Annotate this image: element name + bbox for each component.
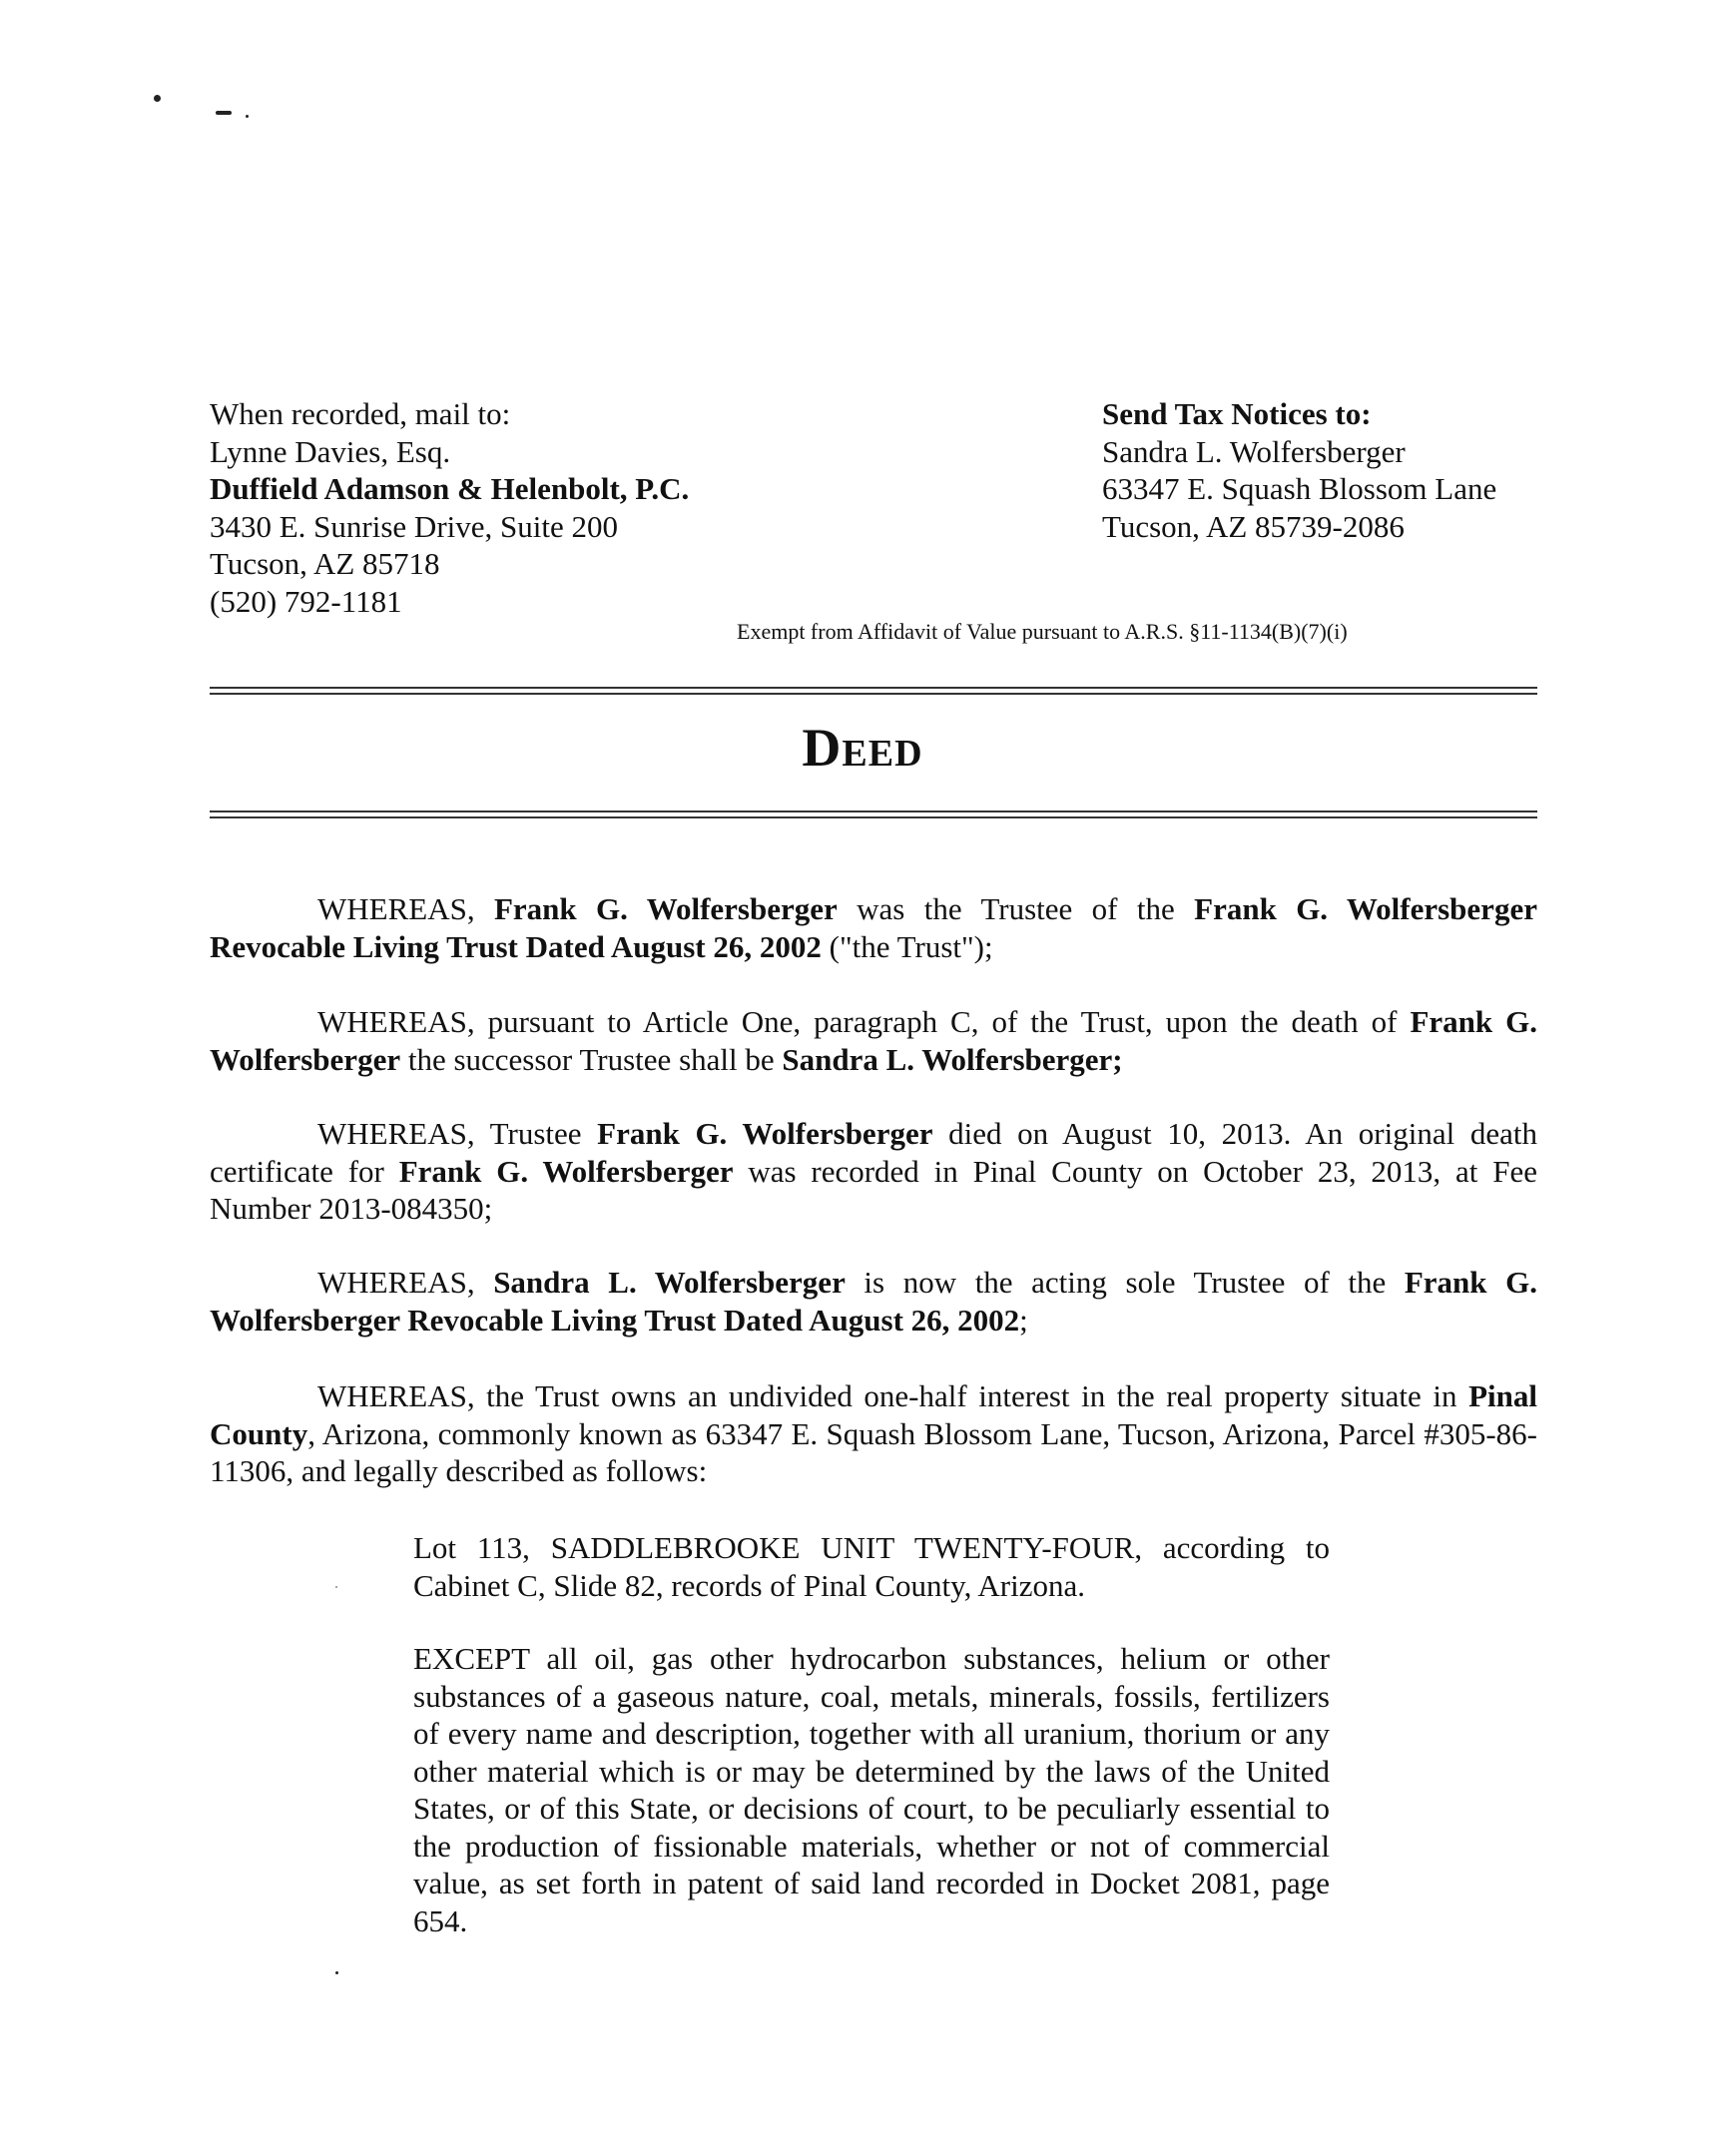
p1-trustee-name: Frank G. Wolfersberger [493,891,838,926]
p1-trust-name: Frank G. Wolfersberger Revocable Living Trust Dated August 26, 2002 [210,891,1537,964]
p2-text: WHEREAS, pursuant to Article One, paragraph C, of the Trust, upon the death of [317,1004,1411,1039]
mail-to-heading: When recorded, mail to: [210,396,511,431]
p1-text: was the Trustee of the [837,891,1195,926]
tax-notices-address-line2: Tucson, AZ 85739-2086 [1102,508,1405,544]
p4-trust-name: Frank G. Wolfersberger Revocable Living Trust Dated August 26, 2002 [210,1265,1537,1338]
p4-trustee-name: Sandra L. Wolfersberger [493,1265,846,1300]
tax-notices-name: Sandra L. Wolfersberger [1102,433,1406,469]
mail-to-block [210,395,689,620]
p4-text: ; [1019,1302,1028,1338]
scan-speck [154,95,161,102]
legal-description-exception: EXCEPT all oil, gas other hydrocarbon substances, helium or other substances of a gaseous nature, coal, metals, minerals, fossils, fertilizers of every name and description, together with all uranium, thorium or any other material which is or may be determined by the laws of the United States, or of this State, or decisions of court, to be peculiarly essential to the production of fissionable materials, whether or not of commercial value, as set forth in patent of said land recorded in Docket 2081, page 654. [413,1641,1330,1938]
legal-description-lot: Lot 113, SADDLEBROOKE UNIT TWENTY-FOUR, according to Cabinet C, Slide 82, records of Pinal County, Arizona. [413,1530,1330,1603]
p3-text: died on August 10, 2013. An original death certificate for [210,1116,1537,1189]
mail-to-phone: (520) 792-1181 [210,583,402,619]
p4-text: is now the acting sole Trustee of the [845,1265,1405,1300]
p5-county: Pinal County [210,1378,1537,1451]
p2-text: the successor Trustee shall be [400,1041,783,1077]
p1-text: ("the Trust"); [821,928,993,964]
p3-text: was recorded in Pinal County on October 23, 2013, at Fee Number 2013-084350; [210,1153,1537,1226]
scan-speck [335,1586,337,1588]
mail-to-name: Lynne Davies, Esq. [210,433,451,469]
p2-successor-name: Sandra L. Wolfersberger; [782,1041,1123,1077]
exempt-note: Exempt from Affidavit of Value pursuant to A.R.S. §11-1134(B)(7)(i) [737,619,1348,644]
mail-to-address-line2: Tucson, AZ 85718 [210,546,440,581]
whereas-paragraph-3 [210,1115,1537,1228]
p2-trustee-name: Frank G. Wolfersberger [210,1004,1537,1077]
p4-text: WHEREAS, [317,1265,494,1300]
document-title: Deed [802,718,923,778]
tax-notices-block [1102,395,1496,545]
whereas-paragraph-5 [210,1377,1537,1490]
p5-text: WHEREAS, the Trust owns an undivided one-half interest in the real property situate in [317,1378,1469,1413]
scan-speck [335,1971,338,1974]
whereas-paragraph-4 [210,1264,1537,1339]
p3-trustee-name: Frank G. Wolfersberger [597,1116,933,1151]
tax-notices-address-line1: 63347 E. Squash Blossom Lane [1102,471,1497,506]
p3-trustee-name: Frank G. Wolfersberger [398,1153,734,1189]
p3-text: WHEREAS, Trustee [317,1116,598,1151]
mail-to-firm: Duffield Adamson & Helenbolt, P.C. [210,471,690,506]
whereas-paragraph-2 [210,1003,1537,1078]
scan-speck [246,115,249,118]
whereas-paragraph-1 [210,890,1537,965]
p5-text: , Arizona, commonly known as 63347 E. Squash Blossom Lane, Tucson, Arizona, Parcel #305-86-11306, and legally described as follows: [210,1415,1537,1488]
tax-notices-heading: Send Tax Notices to: [1102,396,1372,431]
mail-to-address-line1: 3430 E. Sunrise Drive, Suite 200 [210,508,618,544]
p1-text: WHEREAS, [317,891,494,926]
scan-speck [216,111,232,115]
